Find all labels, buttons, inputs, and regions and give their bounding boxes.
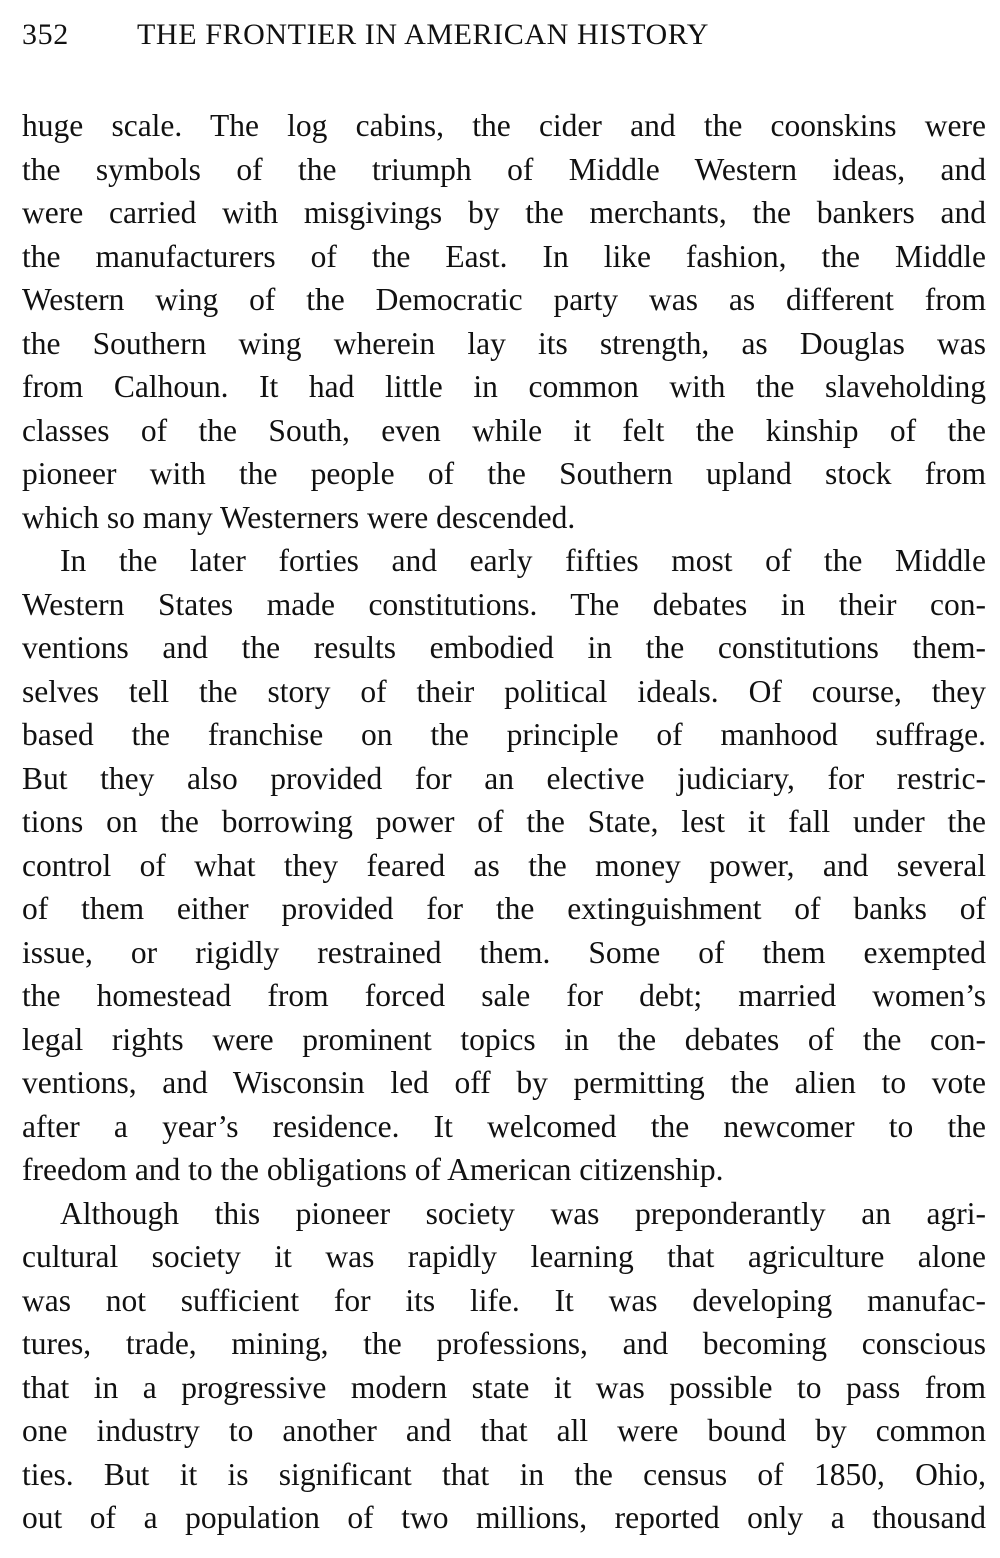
text-line: which so many Westerners were descended.: [22, 499, 576, 535]
body-text: [22, 104, 986, 1540]
text-line: control of what they feared as the money power, and several: [22, 847, 986, 883]
text-line: out of a population of two millions, reported only a thousand: [22, 1500, 986, 1535]
running-head: [22, 18, 986, 68]
text-line: the manufacturers of the East. In like fashion, the Middle: [22, 238, 986, 274]
text-line: But they also provided for an elective judiciary, for restric-: [22, 760, 986, 796]
text-line: issue, or rigidly restrained them. Some of them exempted: [22, 934, 986, 970]
text-line: huge scale. The log cabins, the cider and the coonskins were: [22, 108, 986, 143]
text-line: were carried with misgivings by the merchants, the bankers and: [22, 195, 986, 230]
text-line: legal rights were prominent topics in the debates of the con-: [22, 1021, 986, 1057]
text-line: Western wing of the Democratic party was as different from: [22, 282, 986, 317]
text-line: In the later forties and early fifties most of the Middle: [60, 543, 986, 578]
text-line: one industry to another and that all were bound by common: [22, 1413, 986, 1448]
text-line: after a year’s residence. It welcomed the newcomer to the: [22, 1108, 986, 1144]
text-line: from Calhoun. It had little in common with the slaveholding: [22, 369, 986, 404]
text-line: cultural society it was rapidly learning that agriculture alone: [22, 1239, 986, 1274]
text-line: Although this pioneer society was preponderantly an agri-: [60, 1195, 986, 1231]
text-line: based the franchise on the principle of manhood suffrage.: [22, 717, 986, 752]
text-line: freedom and to the obligations of American citizenship.: [22, 1152, 724, 1187]
text-line: tions on the borrowing power of the State, lest it fall under the: [22, 804, 986, 839]
page-number: 352: [22, 18, 69, 51]
text-line: ventions, and Wisconsin led off by permitting the alien to vote: [22, 1065, 986, 1100]
running-title: THE FRONTIER IN AMERICAN HISTORY: [137, 18, 710, 51]
text-line: selves tell the story of their political ideals. Of course, they: [22, 673, 986, 709]
text-line: the symbols of the triumph of Middle Western ideas, and: [22, 151, 986, 187]
text-line: Western States made constitutions. The debates in their con-: [22, 586, 986, 622]
text-line: that in a progressive modern state it was possible to pass from: [22, 1369, 986, 1405]
text-line: classes of the South, even while it felt the kinship of the: [22, 412, 986, 448]
text-line: the homestead from forced sale for debt; married women’s: [22, 978, 986, 1013]
text-line: of them either provided for the extinguishment of banks of: [22, 891, 986, 926]
book-page: [22, 18, 986, 1540]
text-line: the Southern wing wherein lay its strength, as Douglas was: [22, 325, 986, 361]
text-line: tures, trade, mining, the professions, and becoming conscious: [22, 1326, 986, 1361]
text-line: was not sufficient for its life. It was developing manufac-: [22, 1282, 986, 1318]
text-line: ventions and the results embodied in the constitutions them-: [22, 630, 986, 665]
text-line: ties. But it is significant that in the census of 1850, Ohio,: [22, 1456, 986, 1492]
text-line: pioneer with the people of the Southern upland stock from: [22, 456, 986, 491]
